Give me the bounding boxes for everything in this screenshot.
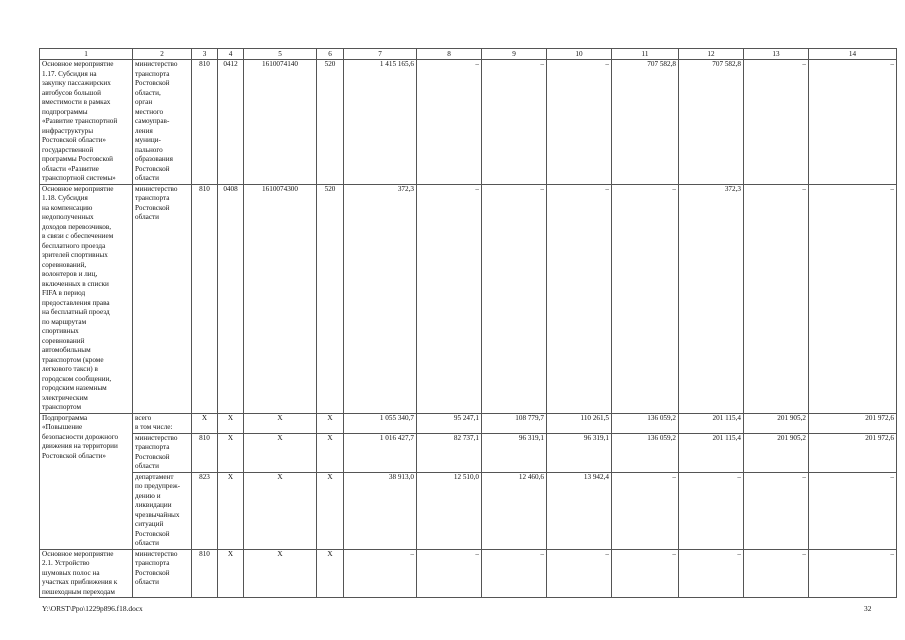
table-cell: – bbox=[679, 472, 744, 549]
table-cell: 110 261,5 bbox=[547, 413, 612, 433]
table-cell: 707 582,8 bbox=[679, 60, 744, 185]
table-cell: 707 582,8 bbox=[612, 60, 679, 185]
column-header: 8 bbox=[417, 49, 482, 60]
table-cell: Основное мероприятие 1.18. Субсидия на компенсацию недополученных доходов перевозчиков, в связи с обеспечением бесплатного проезда зрителей спортивных соревнований, волонтеров и лиц, включенных в списки FIFA в период предоставления права на бесплатный проезд по маршрутам спортивных соревнований автомобильным транспортом (кроме легкового такси) в городском сообщении, городским наземным электрическим транспортом bbox=[40, 184, 133, 413]
table-cell: 96 319,1 bbox=[482, 433, 547, 472]
table-cell: X bbox=[192, 413, 218, 433]
table-cell: 136 059,2 bbox=[612, 413, 679, 433]
column-number-row bbox=[40, 49, 897, 60]
table-cell: X bbox=[244, 549, 317, 598]
column-header: 4 bbox=[218, 49, 244, 60]
table-cell: министерство транспорта Ростовской области, орган местного самоуправ- ления муници- пального образования Ростовской области bbox=[133, 60, 192, 185]
table-cell: 1 016 427,7 bbox=[344, 433, 417, 472]
table-cell: департамент по предупреж- дению и ликвидации чрезвычайных ситуаций Ростовской области bbox=[133, 472, 192, 549]
table-cell: – bbox=[744, 60, 809, 185]
table-cell: – bbox=[547, 60, 612, 185]
table-cell: – bbox=[482, 549, 547, 598]
table-cell: – bbox=[417, 549, 482, 598]
table-cell: X bbox=[244, 472, 317, 549]
table-cell: – bbox=[809, 184, 897, 413]
table-cell: 823 bbox=[192, 472, 218, 549]
table-cell: X bbox=[244, 433, 317, 472]
table-cell: 372,3 bbox=[344, 184, 417, 413]
table-cell: 82 737,1 bbox=[417, 433, 482, 472]
table-cell: – bbox=[612, 184, 679, 413]
table-row bbox=[40, 413, 897, 433]
table-cell: 1 415 165,6 bbox=[344, 60, 417, 185]
table-cell: – bbox=[547, 549, 612, 598]
table-cell: 201 905,2 bbox=[744, 413, 809, 433]
table-cell: – bbox=[612, 472, 679, 549]
table-cell: 201 972,6 bbox=[809, 413, 897, 433]
table-cell: – bbox=[344, 549, 417, 598]
table-cell: – bbox=[679, 549, 744, 598]
table-cell: X bbox=[317, 472, 344, 549]
table-cell: 108 779,7 bbox=[482, 413, 547, 433]
table-cell: Основное мероприятие 1.17. Субсидия на закупку пассажирских автобусов большой вместимости в рамках подпрограммы «Развитие транспортной инфраструктуры Ростовской области» государственной программы Ростовской области «Развитие транспортной системы» bbox=[40, 60, 133, 185]
table-cell: 12 460,6 bbox=[482, 472, 547, 549]
table-row bbox=[40, 60, 897, 185]
table-cell: – bbox=[417, 184, 482, 413]
table-cell: – bbox=[809, 472, 897, 549]
table-cell: – bbox=[809, 60, 897, 185]
subprogram-label: Подпрограмма «Повышение безопасности дорожного движения на территории Ростовской области» bbox=[40, 413, 133, 549]
table-cell: 96 319,1 bbox=[547, 433, 612, 472]
document-path: Y:\ORST\Ppo\1229p896.f18.docx bbox=[42, 604, 143, 613]
table-cell: 1 055 340,7 bbox=[344, 413, 417, 433]
table-cell: 201 115,4 bbox=[679, 433, 744, 472]
table-row bbox=[40, 184, 897, 413]
table-cell: 13 942,4 bbox=[547, 472, 612, 549]
table-cell: – bbox=[482, 60, 547, 185]
table-cell: X bbox=[218, 472, 244, 549]
table-cell: 810 bbox=[192, 549, 218, 598]
page-number: 32 bbox=[864, 604, 872, 613]
table-cell: 38 913,0 bbox=[344, 472, 417, 549]
table-cell: 12 510,0 bbox=[417, 472, 482, 549]
table-row bbox=[40, 549, 897, 598]
table-cell: X bbox=[218, 433, 244, 472]
column-header: 6 bbox=[317, 49, 344, 60]
table-cell: X bbox=[218, 413, 244, 433]
table-cell: X bbox=[244, 413, 317, 433]
table-cell: 201 972,6 bbox=[809, 433, 897, 472]
column-header: 7 bbox=[344, 49, 417, 60]
document-page bbox=[39, 48, 894, 598]
table-cell: 520 bbox=[317, 184, 344, 413]
table-cell: 0412 bbox=[218, 60, 244, 185]
table-cell: – bbox=[547, 184, 612, 413]
table-cell: 95 247,1 bbox=[417, 413, 482, 433]
table-row bbox=[40, 433, 897, 472]
table-cell: – bbox=[744, 184, 809, 413]
column-header: 14 bbox=[809, 49, 897, 60]
table-cell: 1610074140 bbox=[244, 60, 317, 185]
column-header: 10 bbox=[547, 49, 612, 60]
table-cell: 372,3 bbox=[679, 184, 744, 413]
table-cell: – bbox=[612, 549, 679, 598]
table-cell: 201 115,4 bbox=[679, 413, 744, 433]
table-cell: X bbox=[218, 549, 244, 598]
table-cell: 201 905,2 bbox=[744, 433, 809, 472]
table-cell: 1610074300 bbox=[244, 184, 317, 413]
table-cell: 520 bbox=[317, 60, 344, 185]
table-cell: X bbox=[317, 549, 344, 598]
column-header: 9 bbox=[482, 49, 547, 60]
table-cell: X bbox=[317, 413, 344, 433]
table-cell: Основное мероприятие 2.1. Устройство шумовых полос на участках приближения к пешеходным переходам bbox=[40, 549, 133, 598]
table-cell: – bbox=[809, 549, 897, 598]
table-row bbox=[40, 472, 897, 549]
table-cell: 810 bbox=[192, 60, 218, 185]
column-header: 12 bbox=[679, 49, 744, 60]
budget-table bbox=[39, 48, 897, 598]
column-header: 5 bbox=[244, 49, 317, 60]
column-header: 11 bbox=[612, 49, 679, 60]
table-cell: – bbox=[744, 472, 809, 549]
column-header: 2 bbox=[133, 49, 192, 60]
table-cell: X bbox=[317, 433, 344, 472]
table-cell: 810 bbox=[192, 184, 218, 413]
table-cell: министерство транспорта Ростовской области bbox=[133, 184, 192, 413]
table-cell: 0408 bbox=[218, 184, 244, 413]
table-cell: – bbox=[744, 549, 809, 598]
table-cell: 136 059,2 bbox=[612, 433, 679, 472]
table-cell: – bbox=[417, 60, 482, 185]
table-cell: – bbox=[482, 184, 547, 413]
column-header: 13 bbox=[744, 49, 809, 60]
table-cell: министерство транспорта Ростовской области bbox=[133, 433, 192, 472]
table-cell: министерство транспорта Ростовской области bbox=[133, 549, 192, 598]
column-header: 1 bbox=[40, 49, 133, 60]
column-header: 3 bbox=[192, 49, 218, 60]
table-cell: всего в том числе: bbox=[133, 413, 192, 433]
table-cell: 810 bbox=[192, 433, 218, 472]
